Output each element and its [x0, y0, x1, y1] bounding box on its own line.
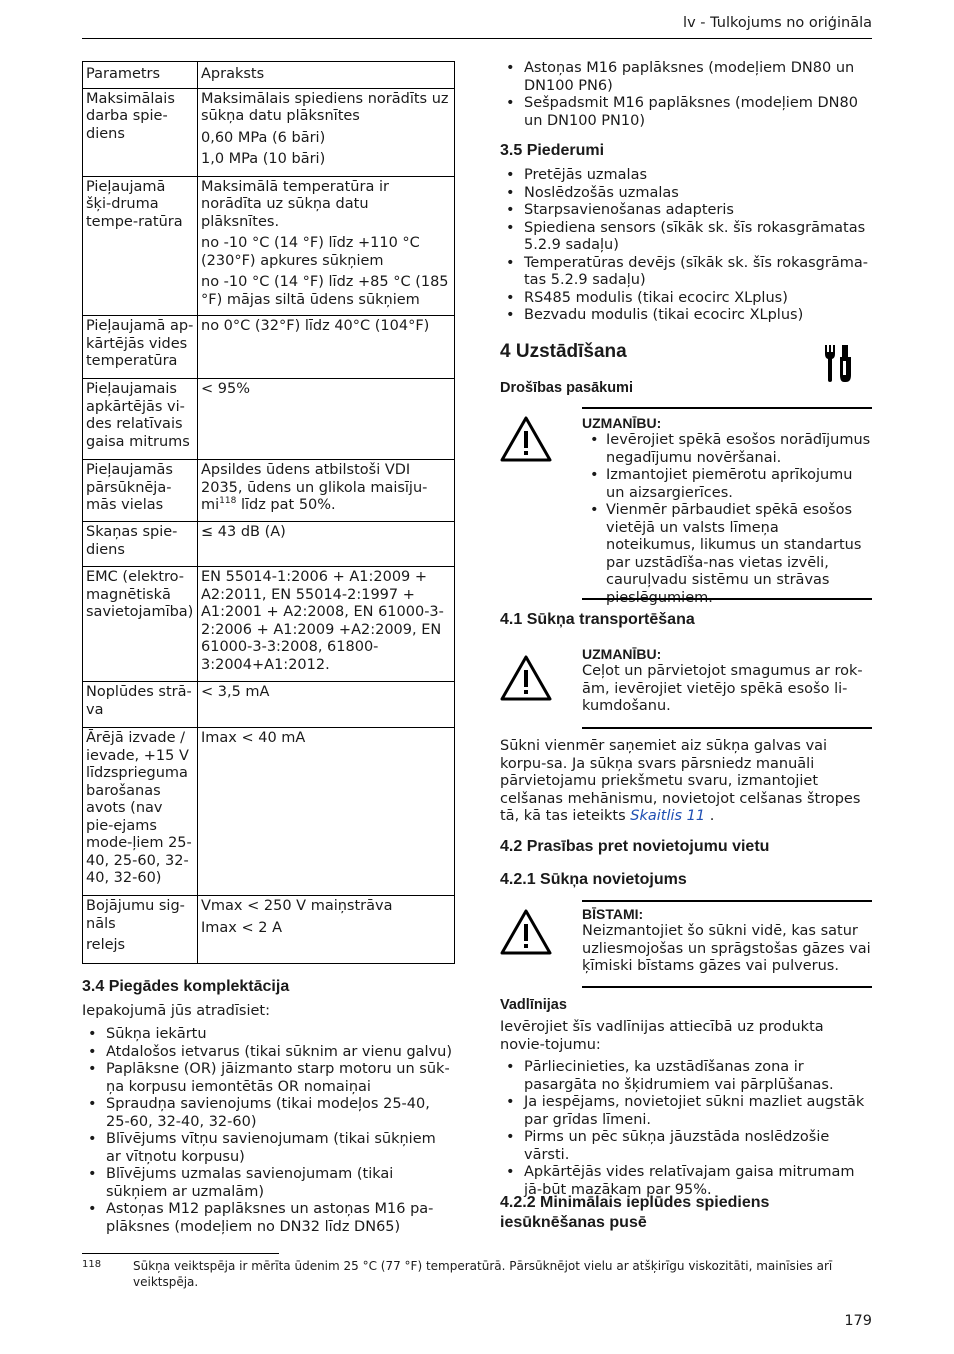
table-row: [83, 728, 455, 896]
table-cell-desc: Imax < 40 mA: [198, 728, 455, 896]
table-row: [83, 896, 455, 964]
section-3-4-title: 3.4 Piegādes komplektācija: [82, 978, 290, 995]
paragraph-end: .: [705, 808, 715, 824]
table-cell-desc: ≤ 43 dB (A): [198, 522, 455, 567]
warning-list: [582, 432, 872, 607]
list-item: • Blīvējums vītņu savienojumam (tikai sūkņiem ar vītņotu korpusu): [82, 1131, 452, 1166]
tools-icon: [822, 343, 856, 383]
list-item: • Starpsavienošanas adapteris: [500, 202, 872, 220]
footnote-ref: 118: [219, 496, 237, 507]
desc-line: Imax < 2 A: [201, 919, 282, 936]
table-cell-param: Ārējā izvade / ievade, +15 V līdzsprieguma barošanas avots (nav pie-ejams mode-ļiem 25-40, 25-60, 32-40, 32-60): [83, 728, 198, 896]
delivery-list-continued: [500, 60, 872, 130]
list-item: • Astoņas M12 paplāksnes un astoņas M16 pa-plāksnes (modeļiem no DN32 līdz DN65): [82, 1201, 452, 1236]
table-header-desc: Apraksts: [198, 62, 455, 89]
section-4-2-1-title: 4.2.1 Sūkņa novietojums: [500, 871, 687, 888]
table-row: [83, 316, 455, 379]
list-item: • Pretējās uzmalas: [500, 167, 872, 185]
parameters-table: [82, 61, 455, 964]
warning-text: Ceļot un pārvietojot smagumus ar rok-ām, ievērojiet vietējo spēkā esošo li-kumdošanu.: [582, 663, 863, 714]
table-header-param: Parametrs: [83, 62, 198, 89]
figure-link[interactable]: Skaitlis 11: [630, 808, 706, 824]
table-row: [83, 88, 455, 176]
section-4-2-2-title: [500, 1193, 769, 1233]
warning-bottom-rule: [582, 598, 872, 600]
desc-line: Maksimālais spiediens norādīts uz sūkņa datu plāksnītes: [201, 90, 449, 124]
transport-paragraph: [500, 738, 872, 826]
table-cell-desc: no 0°C (32°F) līdz 40°C (104°F): [198, 316, 455, 379]
list-item: • Sūkņa iekārtu: [82, 1026, 452, 1044]
warning-triangle-icon: [500, 415, 552, 463]
warning-keyword: UZMANĪBU:: [582, 415, 662, 431]
list-item: • Spiediena sensors (sīkāk sk. šīs rokasgrāmatas 5.2.9 sadaļu): [500, 220, 872, 255]
list-item: • Bezvadu modulis (tikai ecocirc XLplus): [500, 307, 872, 325]
table-row: [83, 567, 455, 682]
list-item: • Atdalošos ietvarus (tikai sūknim ar vienu galvu): [82, 1044, 452, 1062]
table-cell-desc: < 3,5 mA: [198, 682, 455, 728]
list-item: • Ievērojiet spēkā esošos norādījumus negadījumu novēršanai.: [582, 432, 872, 467]
guidelines-intro: Ievērojiet šīs vadlīnijas attiecībā uz produkta novie-tojumu:: [500, 1019, 824, 1053]
table-header-row: [83, 62, 455, 89]
desc-line: Maksimālā temperatūra ir norādīta uz sūkņa datu plāksnītes.: [201, 178, 389, 230]
desc-line: 1,0 MPa (10 bāri): [201, 151, 326, 167]
header-rule: [82, 38, 872, 39]
table-row: [83, 522, 455, 567]
warning-top-rule: [582, 900, 872, 902]
desc-text: Apsildes ūdens atbilstoši VDI 2035, ūdens un glikola maisīju-mi: [201, 462, 428, 513]
section-3-5-title: 3.5 Piederumi: [500, 142, 605, 159]
table-cell-param: Noplūdes strā-va: [83, 682, 198, 728]
param-line: relejs: [86, 937, 126, 953]
list-item: • Ja iespējams, novietojiet sūkni mazliet augstāk par grīdas līmeni.: [500, 1094, 872, 1129]
warning-keyword: BĪSTAMI:: [582, 906, 644, 922]
desc-line: no -10 °C (14 °F) līdz +110 °C (230°F) apkures sūkņiem: [201, 235, 420, 269]
table-cell-desc: [198, 460, 455, 522]
warning-triangle-icon: [500, 654, 552, 702]
table-cell-param: Pieļaujamās pārsūknēja-mās vielas: [83, 460, 198, 522]
footnote-text: Sūkņa veiktspēja ir mērīta ūdenim 25 °C (77 °F) temperatūrā. Pārsūknējot vielu ar atšķirīgu viskozitāti, mainīsies arī veiktspēja.: [133, 1259, 833, 1289]
table-cell-desc: < 95%: [198, 379, 455, 460]
param-line: Bojājumu sig-nāls: [86, 898, 185, 932]
warning-block-danger: [500, 900, 872, 990]
table-cell-desc: [198, 896, 455, 964]
warning-bottom-rule: [582, 727, 872, 729]
table-cell-param: Pieļaujamais apkārtējās vi-des relatīvais gaisa mitrums: [83, 379, 198, 460]
paragraph-text: Sūkni vienmēr saņemiet aiz sūkņa galvas vai korpu-sa. Ja sūkņa svars pārsniedz manuāli pārvietojamu priekšmetu svaru, izmantojiet celšanas mehānismu, novietojot celšanas štropes tā, kā tas ieteikts: [500, 738, 861, 824]
list-item: • Astoņas M16 paplāksnes (modeļiem DN80 un DN100 PN6): [500, 60, 872, 95]
table-cell-param: Skaņas spie-diens: [83, 522, 198, 567]
desc-line: 0,60 MPa (6 bāri): [201, 129, 326, 146]
table-row: [83, 176, 455, 316]
table-cell-param: EMC (elektro-magnētiskā savietojamība): [83, 567, 198, 682]
footnote-number: 118: [82, 1259, 102, 1270]
table-cell-param: Pieļaujamā šķi-druma tempe-ratūra: [83, 176, 198, 316]
table-cell-param: Maksimālais darba spie-diens: [83, 88, 198, 176]
warning-bottom-rule: [582, 986, 872, 988]
warning-triangle-icon: [500, 908, 552, 956]
list-item: • Vienmēr pārbaudiet spēkā esošos vietējā un valsts līmeņa noteikumus, likumus un standartus par uzstādīša-nas vietas izvēli, cauruļvadu sistēmu un strāvas: [582, 502, 872, 607]
list-item: • Paplāksne (OR) jāizmanto starp motoru un sūk-ņa korpusu iemontētās OR nomaiņai: [82, 1061, 452, 1096]
title-line: iesūknēšanas pusē: [500, 1214, 647, 1231]
table-cell-param: [83, 896, 198, 964]
page-number: 179: [844, 1313, 872, 1329]
title-line: 4.2.2 Minimālais ieplūdes spiediens: [500, 1194, 770, 1211]
warning-keyword: UZMANĪBU:: [582, 646, 662, 662]
warning-block-caution: [500, 407, 872, 602]
desc-line: Vmax < 250 V maiņstrāva: [201, 898, 393, 914]
guidelines-heading: Vadlīnijas: [500, 997, 567, 1013]
accessories-list: [500, 167, 872, 325]
list-item: • Blīvējums uzmalas savienojumam (tikai sūkņiem ar uzmalām): [82, 1166, 452, 1201]
list-item: • Spraudņa savienojums (tikai modeļos 25-40, 25-60, 32-40, 32-60): [82, 1096, 452, 1131]
table-row: [83, 460, 455, 522]
list-item: • Temperatūras devējs (sīkāk sk. šīs rokasgrāma-tas 5.2.9 sadaļu): [500, 255, 872, 290]
list-item: • Pirms un pēc sūkņa jāuzstāda noslēdzošie vārsti.: [500, 1129, 872, 1164]
warning-text: Neizmantojiet šo sūkni vidē, kas satur uzliesmojošas un sprāgstošas gāzes vai ķīmiski bīstams gāzes vai pulverus.: [582, 923, 871, 974]
list-item: • Pārliecinieties, ka uzstādīšanas zona ir pasargāta no šķidrumiem vai pārplūšanas.: [500, 1059, 872, 1094]
guidelines-list: [500, 1059, 872, 1199]
table-row: [83, 682, 455, 728]
section-4-title: 4 Uzstādīšana: [500, 341, 627, 362]
table-cell-desc: [198, 176, 455, 316]
section-4-1-title: 4.1 Sūkņa transportēšana: [500, 611, 695, 628]
list-item: • Apkārtējās vides relatīvajam gaisa mitrumam jā-būt mazākam par 95%.: [500, 1164, 872, 1199]
section-4-2-title: 4.2 Prasības pret novietojumu vietu: [500, 838, 770, 855]
table-cell-desc: EN 55014-1:2006 + A1:2009 + A2:2011, EN 55014-2:1997 + A1:2001 + A2:2008, EN 61000-3-2:2006 + A1:2009 +A2:2009, EN 61000-3-3:2008, 61800-3:2004+A1:2012.: [198, 567, 455, 682]
safety-heading: Drošības pasākumi: [500, 380, 633, 396]
table-cell-param: Pieļaujamā ap-kārtējās vides temperatūra: [83, 316, 198, 379]
list-item: • RS485 modulis (tikai ecocirc XLplus): [500, 290, 872, 308]
header-title: lv - Tulkojums no oriģināla: [683, 15, 872, 31]
delivery-list: [82, 1026, 452, 1236]
table-cell-desc: [198, 88, 455, 176]
list-item: • Izmantojiet piemērotu aprīkojumu un aizsargierīces.: [582, 467, 872, 502]
warning-top-rule: [582, 407, 872, 409]
list-item: • Sešpadsmit M16 paplāksnes (modeļiem DN80 un DN100 PN10): [500, 95, 872, 130]
section-3-4-intro: Iepakojumā jūs atradīsiet:: [82, 1003, 270, 1019]
footnote-rule: [82, 1253, 279, 1254]
table-row: [83, 379, 455, 460]
warning-block-transport: [500, 646, 872, 732]
desc-line: no -10 °C (14 °F) līdz +85 °C (185 °F) mājas siltā ūdens sūkņiem: [201, 274, 449, 308]
desc-text: līdz pat 50%.: [236, 497, 336, 513]
list-item: • Noslēdzošās uzmalas: [500, 185, 872, 203]
